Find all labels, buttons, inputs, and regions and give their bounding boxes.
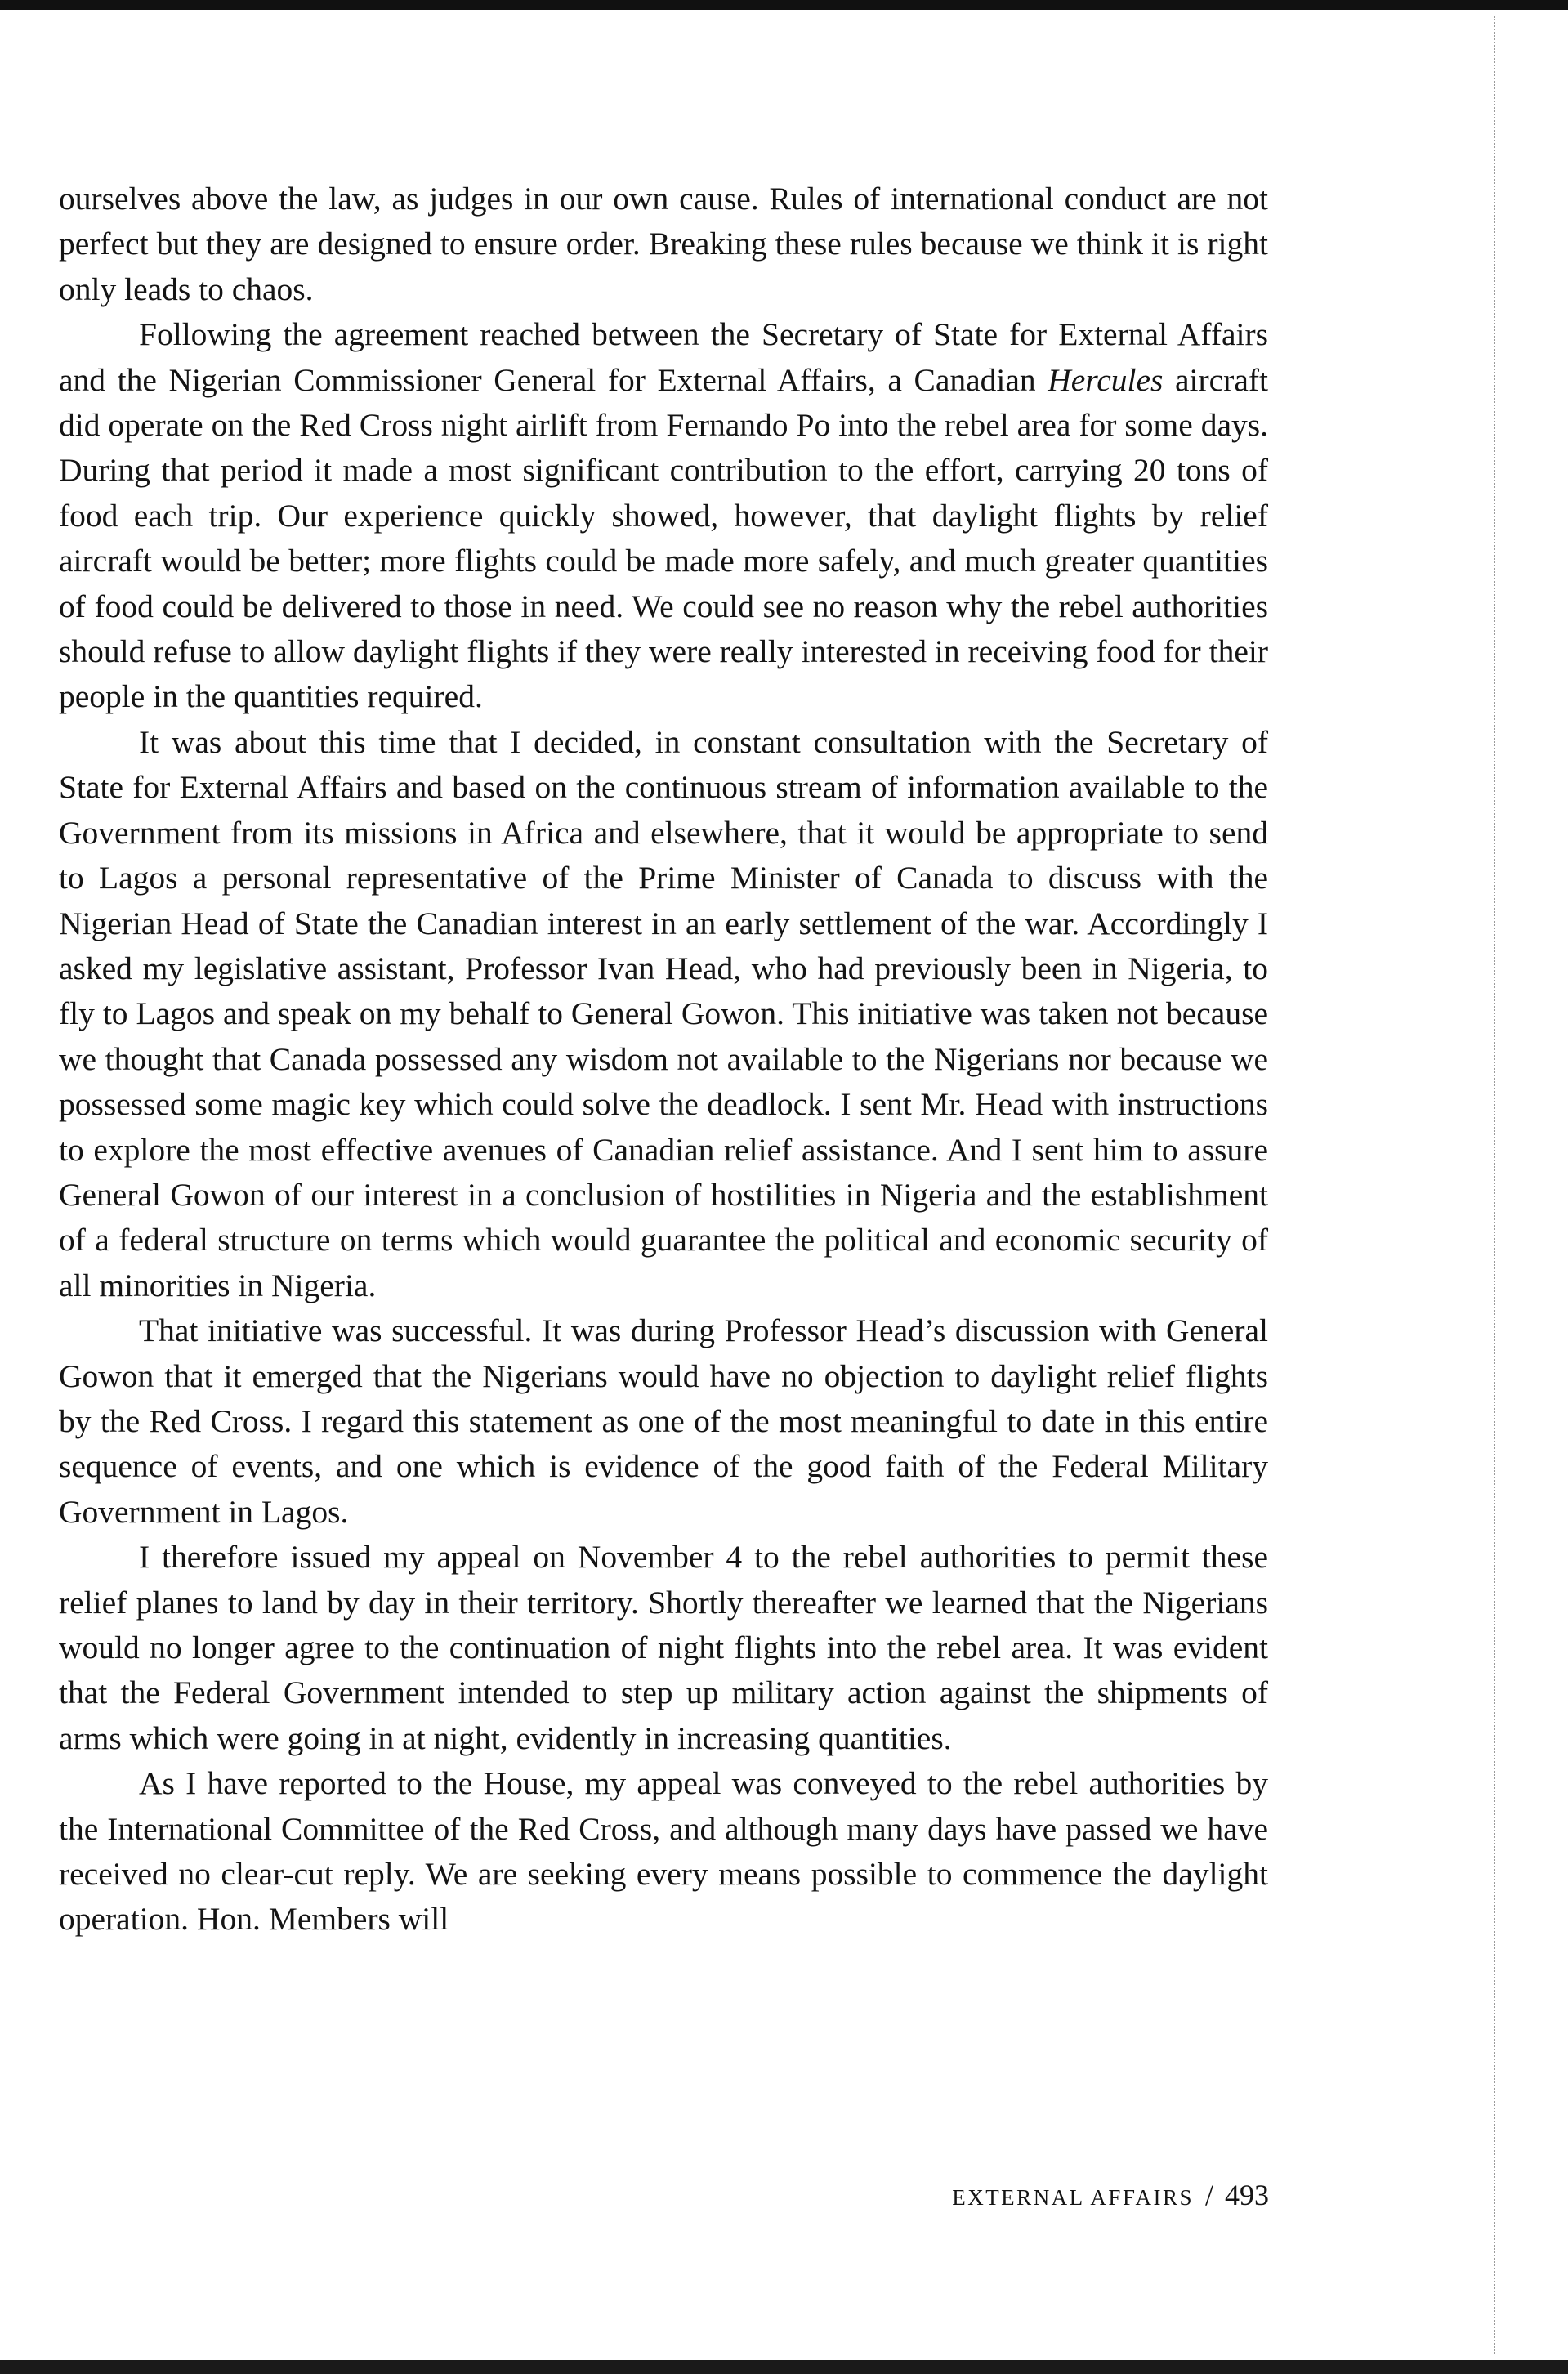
paragraph-6: [59, 1761, 1268, 1943]
page-number: 493: [1225, 2179, 1269, 2211]
scan-border-bottom: [0, 2360, 1568, 2374]
scan-border-top: [0, 0, 1568, 10]
text-run: That initiative was successful. It was during Professor Head’s discussion with General Gowon that it emerged that the Nigerians would have no objection to daylight relief flights by the Red Cross. I regard this statement as one of the most meaningful to date in this entire sequence of events, and one which is evidence of the good faith of the Federal Military Government in Lagos.: [59, 1312, 1268, 1530]
text-run: Following the agreement reached between the Secretary of State for External Affairs and the Nigerian Commissioner General for External Affairs, a Canadian: [59, 316, 1268, 398]
text-run: I therefore issued my appeal on November 4 to the rebel authorities to permit these relief planes to land by day in their territory. Shortly thereafter we learned that the Nigerians would no longer agree to the continuation of night flights into the rebel area. It was evident that the Federal Government intended to step up military action against the shipments of arms which were going in at night, evidently in increasing quantities.: [59, 1539, 1268, 1756]
italic-term: Hercules: [1048, 361, 1164, 398]
scan-edge-right: [1494, 16, 1497, 2354]
page-footer: [817, 2175, 1269, 2217]
paragraph-2: [59, 312, 1268, 720]
paragraph-3: [59, 720, 1268, 1308]
text-run: As I have reported to the House, my appeal was conveyed to the rebel authorities by the International Committee of the Red Cross, and although many days have passed we have received no clear-cut reply. We are seeking every means possible to commence the daylight operation. Hon. Members will: [59, 1765, 1268, 1938]
footer-separator: /: [1204, 2179, 1213, 2211]
text-run: aircraft did operate on the Red Cross night airlift from Fernando Po into the rebel area for some days. During that period it made a most significant contribution to the effort, carrying 20 tons of food each trip. Our experience quickly showed, however, that daylight flights by relief aircraft would be better; more flights could be made more safely, and much greater quantities of food could be delivered to those in need. We could see no reason why the rebel authorities should refuse to allow daylight flights if they were really interested in receiving food for their people in the quantities required.: [59, 361, 1268, 715]
paragraph-4: [59, 1308, 1268, 1535]
journal-title: EXTERNAL AFFAIRS: [952, 2185, 1194, 2210]
text-run: ourselves above the law, as judges in our own cause. Rules of international conduct are not perfect but they are designed to ensure order. Breaking these rules because we think it is right only leads to chaos.: [59, 181, 1268, 307]
text-run: It was about this time that I decided, in constant consultation with the Secretary of State for External Affairs and based on the continuous stream of information available to the Government from its missions in Africa and elsewhere, that it would be appropriate to send to Lagos a personal representative of the Prime Minister of Canada to discuss with the Nigerian Head of State the Canadian interest in an early settlement of the war. Accordingly I asked my legislative assistant, Professor Ivan Head, who had previously been in Nigeria, to fly to Lagos and speak on my behalf to General Gowon. This initiative was taken not because we thought that Canada possessed any wisdom not available to the Nigerians nor because we possessed some magic key which could solve the deadlock. I sent Mr. Head with instructions to explore the most effective avenues of Canadian relief assistance. And I sent him to assure General Gowon of our interest in a conclusion of hostilities in Nigeria and the establishment of a federal structure on terms which would guarantee the political and economic security of all minorities in Nigeria.: [59, 723, 1268, 1303]
paragraph-1: [59, 177, 1268, 312]
body-text: [59, 177, 1268, 1943]
paragraph-5: [59, 1535, 1268, 1761]
